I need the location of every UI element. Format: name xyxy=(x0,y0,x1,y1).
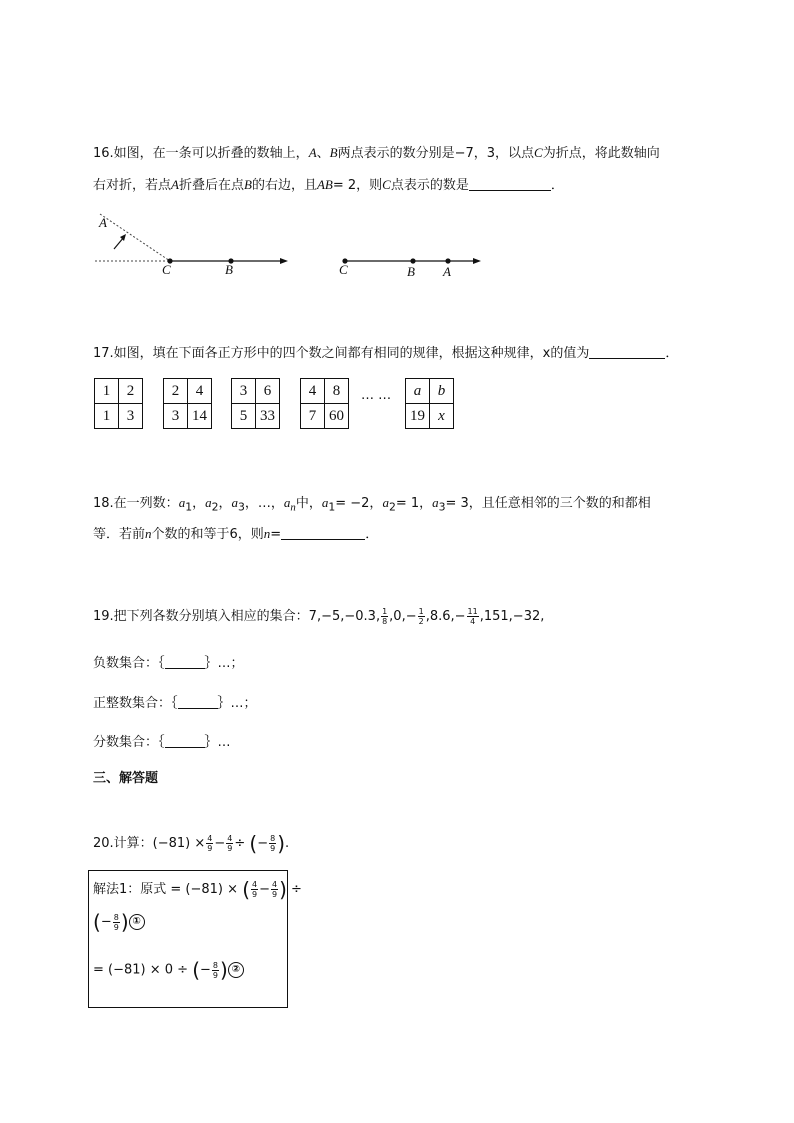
cell: 14 xyxy=(188,404,212,429)
cell: 33 xyxy=(256,404,280,429)
cell: 2 xyxy=(119,379,143,404)
fold-dotted-line-slant xyxy=(100,214,170,261)
negative-set: 负数集合：｛ ｝…； xyxy=(93,656,244,671)
q18-line1: 18.在一列数：$a_1$，$a_2$，$a_3$，…，$a_n$中，$a_1= -2$，$a_2= 1$，$a_3= 3$，且任意相邻的三个数的和都相 xyxy=(93,495,651,514)
label-B-right: B xyxy=(407,264,415,279)
label-B-left: B xyxy=(225,262,233,277)
fraction-set: 分数集合：｛ ｝… xyxy=(93,735,231,750)
q18-answer-blank[interactable] xyxy=(281,525,365,540)
q16-line2: 右对折，若点A折叠后在点B的右边，且AB= 2，则C点表示的数是 ． xyxy=(93,177,564,193)
cell: 7 xyxy=(301,404,325,429)
cell: 3 xyxy=(232,379,256,404)
cell: 5 xyxy=(232,404,256,429)
section-heading: 三、解答题 xyxy=(93,771,159,786)
cell: 8 xyxy=(325,379,349,404)
square-3 xyxy=(231,378,280,429)
solution-line2: (− $\frac{8}{9}$ ) ① xyxy=(93,912,145,932)
negative-set-blank[interactable] xyxy=(165,654,205,669)
cell: 4 xyxy=(301,379,325,404)
q17-text: 17.如图，填在下面各正方形中的四个数之间都有相同的规律，根据这种规律，x的值为 ． xyxy=(93,346,679,361)
q16-figure xyxy=(0,205,794,290)
solution-line1: 解法1：原式 = (−81) × ( $\frac{4}{9}$ − $\frac{4}{9}$ ) ÷ xyxy=(93,877,302,902)
fraction-set-blank[interactable] xyxy=(165,733,205,748)
q16-answer-blank[interactable] xyxy=(469,176,551,191)
cell: 3 xyxy=(164,404,188,429)
q16-line1: 16.如图，在一条可以折叠的数轴上，A、B两点表示的数分别是−7，3，以点C为折点，将此数轴向 xyxy=(93,145,660,161)
arrow-head-right-axis xyxy=(473,258,481,264)
cell: 3 xyxy=(119,404,143,429)
cell: 4 xyxy=(188,379,212,404)
ellipsis: … … xyxy=(361,388,392,403)
cell: x xyxy=(430,404,454,429)
square-2 xyxy=(163,378,212,429)
cell: 19 xyxy=(406,404,430,429)
point-B-right xyxy=(410,258,415,263)
cell: 6 xyxy=(256,379,280,404)
cell: 60 xyxy=(325,404,349,429)
step-1-marker: ① xyxy=(129,914,145,930)
label-A-right: A xyxy=(443,264,451,279)
arrow-head-left-axis xyxy=(280,258,288,264)
square-4 xyxy=(300,378,349,429)
step-2-marker: ② xyxy=(228,962,244,978)
square-1 xyxy=(94,378,143,429)
square-last xyxy=(405,378,454,429)
cell: 2 xyxy=(164,379,188,404)
cell: a xyxy=(406,379,430,404)
label-C-left: C xyxy=(162,262,171,277)
q17-answer-blank[interactable] xyxy=(589,344,665,359)
cell: 1 xyxy=(95,404,119,429)
positive-integer-set-blank[interactable] xyxy=(178,694,218,709)
positive-integer-set: 正整数集合：｛ ｝…； xyxy=(93,696,257,711)
cell: 1 xyxy=(95,379,119,404)
q19-text: 19.把下列各数分别填入相应的集合：7,−5,−0.3, $\frac{1}{8}$ ,0,− $\frac{1}{2}$ ,8.6,− $\frac{11}{4}$ ,151,−32, xyxy=(93,607,545,626)
label-C-right: C xyxy=(339,262,348,277)
q20-text: 20.计算：(−81) × $\frac{4}{9}$ − $\frac{4}{9}$ ÷ (− $\frac{8}{9}$ ). xyxy=(93,831,290,856)
solution-line3: = (−81) × 0 ÷ (− $\frac{8}{9}$ ) ② xyxy=(93,960,244,980)
point-A-right xyxy=(445,258,450,263)
cell: b xyxy=(430,379,454,404)
label-A-left: A xyxy=(99,215,107,230)
q18-line2: 等．若前n个数的和等于6，则n= ． xyxy=(93,526,379,542)
